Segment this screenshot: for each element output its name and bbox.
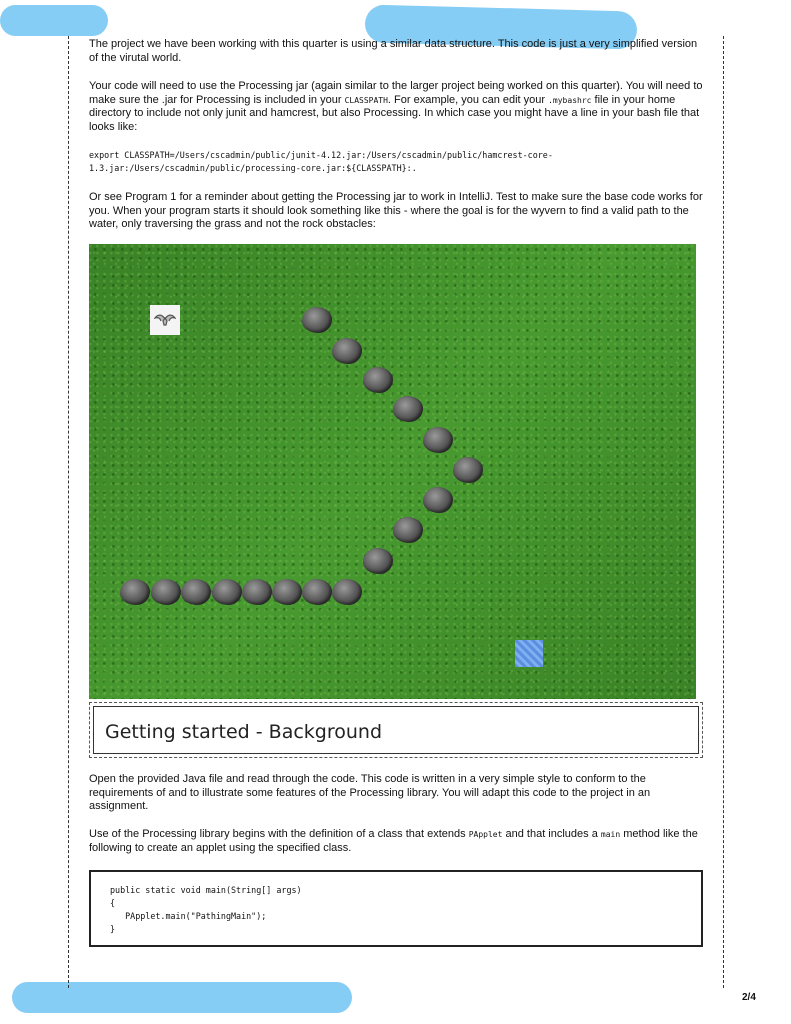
rock-obstacle — [332, 338, 362, 364]
rock-obstacle — [363, 367, 393, 393]
paragraph-java-file: Open the provided Java file and read through the code. This code is written in a very simple style to conform to the requirements of and to illustrate some features of the Processing library. You will adapt this code to the project in an assignment. — [89, 773, 651, 812]
paragraph-program1: Or see Program 1 for a reminder about getting the Processing jar to work in IntelliJ. Test to make sure the base code works for you. When your program starts it should look something like this - where the goal is for the wyvern to find a valid path to the water, only traversing the grass and not the rock obstacles: — [89, 191, 703, 230]
game-scene-screenshot — [89, 244, 696, 699]
rock-obstacle — [453, 457, 483, 483]
paragraph-intro: The project we have been working with this quarter is using a similar data structure. This code is just a very simplified version of the virutal world. — [89, 38, 698, 64]
rock-obstacle — [302, 579, 332, 605]
papplet-inline-code: PApplet — [468, 830, 503, 839]
rock-obstacle — [181, 579, 211, 605]
rock-obstacle — [363, 548, 393, 574]
main-inline-code: main — [600, 830, 621, 839]
rock-obstacle — [212, 579, 242, 605]
paragraph-classpath: Your code will need to use the Processing jar (again similar to the larger project being worked on this quarter). You will need to make sure the .jar for Processing is included in your CLASSPATH. For example, you can edit your .mybashrc file in your home directory to include not only junit and hamcrest, but also Processing. In which case you might have a line in your bash file that looks like: — [89, 80, 703, 133]
rock-obstacle — [120, 579, 150, 605]
rock-obstacle — [272, 579, 302, 605]
export-line-1: export CLASSPATH=/Users/cscadmin/public/junit-4.12.jar:/Users/cscadmin/public/hamcrest-core- — [89, 150, 553, 160]
rock-obstacle — [302, 307, 332, 333]
rock-obstacle — [151, 579, 181, 605]
rock-obstacle — [423, 487, 453, 513]
paragraph-papplet: Use of the Processing library begins with the definition of a class that extends PApplet and that includes a main method like the following to create an applet using the specified class. — [89, 828, 698, 854]
code-line: } — [110, 924, 116, 934]
classpath-inline-code: CLASSPATH — [344, 95, 388, 105]
wyvern-sprite — [150, 305, 180, 335]
rock-obstacle — [393, 396, 423, 422]
rock-obstacle — [423, 427, 453, 453]
mybashrc-inline-code: .mybashrc — [548, 95, 592, 105]
redaction-mark-top-left — [0, 5, 108, 36]
code-block — [89, 870, 703, 947]
code-line: public static void main(String[] args) — [110, 885, 302, 895]
code-line: PApplet.main("PathingMain"); — [110, 911, 267, 921]
water-tile — [515, 640, 543, 667]
page-number: 2/4 — [742, 992, 756, 1003]
rock-obstacle — [332, 579, 362, 605]
rock-obstacle — [393, 517, 423, 543]
section-heading-box — [89, 702, 703, 758]
code-line: { — [110, 898, 116, 908]
rock-obstacle — [242, 579, 272, 605]
export-line-2: 1.3.jar:/Users/cscadmin/public/processing-core.jar:${CLASSPATH}:. — [89, 163, 417, 173]
section-heading: Getting started - Background — [105, 721, 383, 743]
wyvern-icon — [154, 313, 176, 327]
